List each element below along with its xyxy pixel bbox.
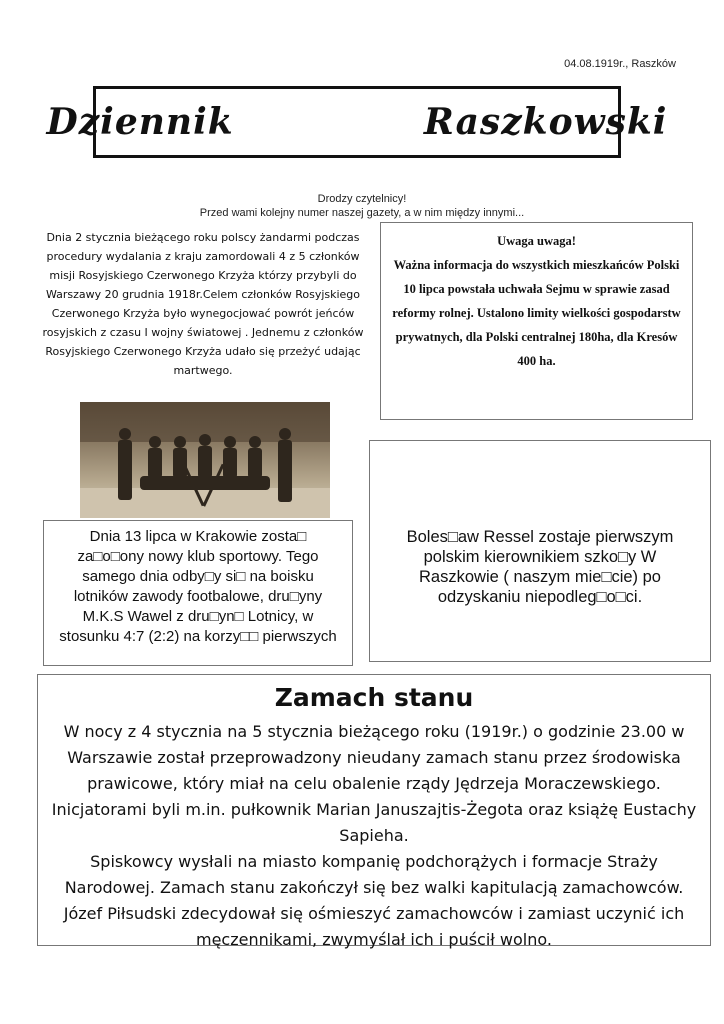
date-location: 04.08.1919r., Raszków (564, 58, 676, 70)
notice-subheading: Ważna informacja do wszystkich mieszkańców Polski (393, 258, 680, 272)
page-title: Dziennik Raszkowski (46, 101, 668, 143)
article-coup-title: Zamach stanu (274, 683, 474, 712)
intro-greeting: Drodzy czytelnicy! (317, 193, 407, 205)
article-coup-paragraph-1: W nocy z 4 stycznia na 5 stycznia bieżącego roku (1919r.) o godzinie 23.00 w Warszawie został przeprowadzony nieudany zamach stanu przez środowiska prawicowe, który miał na celu obalenie rządy Jędrzeja Moraczewskiego. Inicjatorami byli m.in. pułkownik Marian Januszajtis-Żegota oraz książę Eustachy Sapieha. (51, 722, 697, 845)
notice-heading: Uwaga uwaga! (497, 234, 576, 248)
article-coup (37, 674, 711, 949)
article-ressel (369, 440, 711, 662)
article-coup-paragraph-2: Spiskowcy wysłali na miasto kompanię podchorążych i formacje Straży Narodowej. Zamach stanu zakończył się bez walki kapitulacją zamachowców. Józef Piłsudski zdecydował się ośmieszyć zamachowców i zamiast uczynić ich męczennikami, zwymyślał ich i puścił wolno. (63, 852, 685, 949)
intro-subtitle: Przed wami kolejny numer naszej gazety, a w nim między innymi... (199, 207, 525, 219)
intro (0, 192, 724, 220)
article-red-cross: Dnia 2 stycznia bieżącego roku polscy żandarmi podczas procedury wydalania z kraju zamordowali 4 z 5 członków misji Rosyjskiego Czerwonego Krzyża którzy przybyli do Warszawy 20 grudnia 1918r.Celem członków Rosyjskiego Czerwonego Krzyża było wynegocjować powrót jeńców rosyjskich z czasu I wojny światowej . Jednemu z członków Rosyjskiego Czerwonego Krzyża udało się przeżyć udając martwego. (42, 231, 364, 377)
masthead (46, 86, 668, 158)
article-sports: Dnia 13 lipca w Krakowie zosta□ za□o□ony nowy klub sportowy. Tego samego dnia odby□y si□ na boisku lotników zawody footbalowe, dru□yny M.K.S Wawel z dru□yn□ Lotnicy, w stosunku 4:7 (2:2) na korzy□□ pierwszych (43, 520, 353, 666)
notice-body: 10 lipca powstała uchwała Sejmu w sprawie zasad reformy rolnej. Ustalono limity wielkości gospodarstw prywatnych, dla Polski centralnej 180ha, dla Kresów 400 ha. (392, 282, 681, 368)
notice-box (380, 222, 693, 420)
group-photo-icon (80, 402, 330, 518)
article-ressel-text: Boles□aw Ressel zostaje pierwszym polskim kierownikiem szko□y W Raszkowie ( naszym mie□cie) po odzyskaniu niepodleg□o□ci. (406, 528, 674, 606)
soldiers-photo (80, 402, 330, 518)
